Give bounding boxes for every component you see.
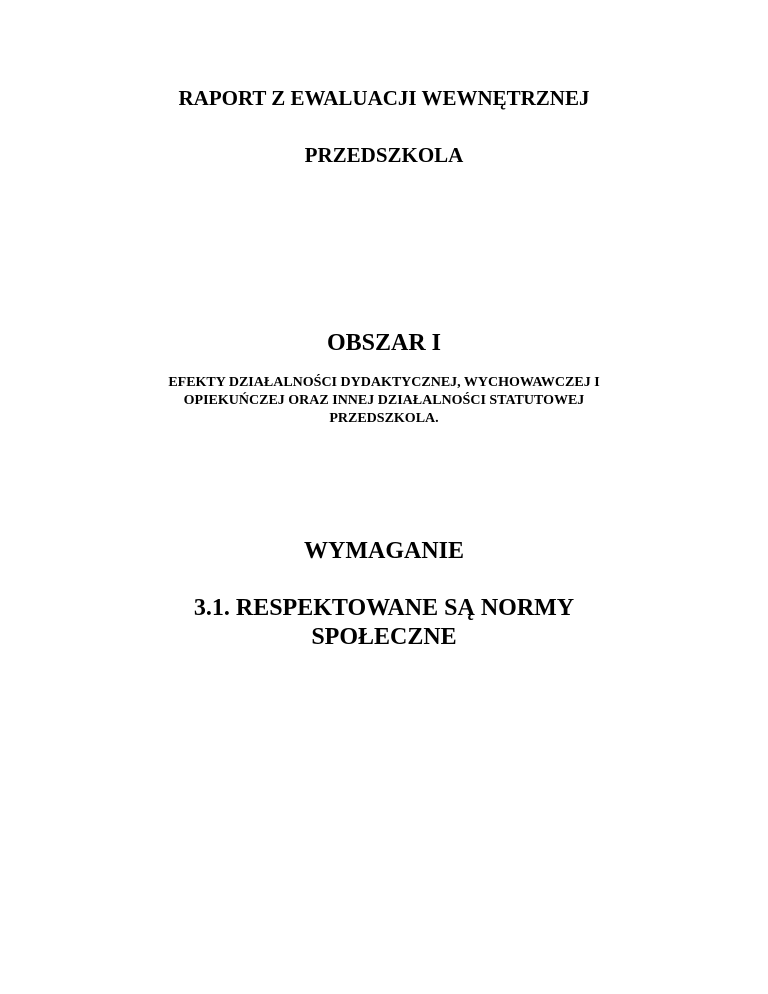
requirement-heading: WYMAGANIE [304, 538, 464, 564]
area-description-line: EFEKTY DZIAŁALNOŚCI DYDAKTYCZNEJ, WYCHOWAWCZEJ I [168, 375, 600, 390]
requirement-description-line: SPOŁECZNE [311, 624, 457, 650]
area-heading: OBSZAR I [326, 330, 442, 356]
area-description-line: PRZEDSZKOLA. [329, 411, 439, 426]
area-description [0, 374, 768, 428]
requirement-description-line: 3.1. RESPEKTOWANE SĄ NORMY [193, 595, 575, 621]
report-title: RAPORT Z EWALUACJI WEWNĘTRZNEJ [178, 86, 590, 110]
requirement-description [0, 594, 768, 652]
report-subtitle: PRZEDSZKOLA [304, 143, 464, 167]
area-description-line: OPIEKUŃCZEJ ORAZ INNEJ DZIAŁALNOŚCI STATUTOWEJ [183, 393, 585, 408]
